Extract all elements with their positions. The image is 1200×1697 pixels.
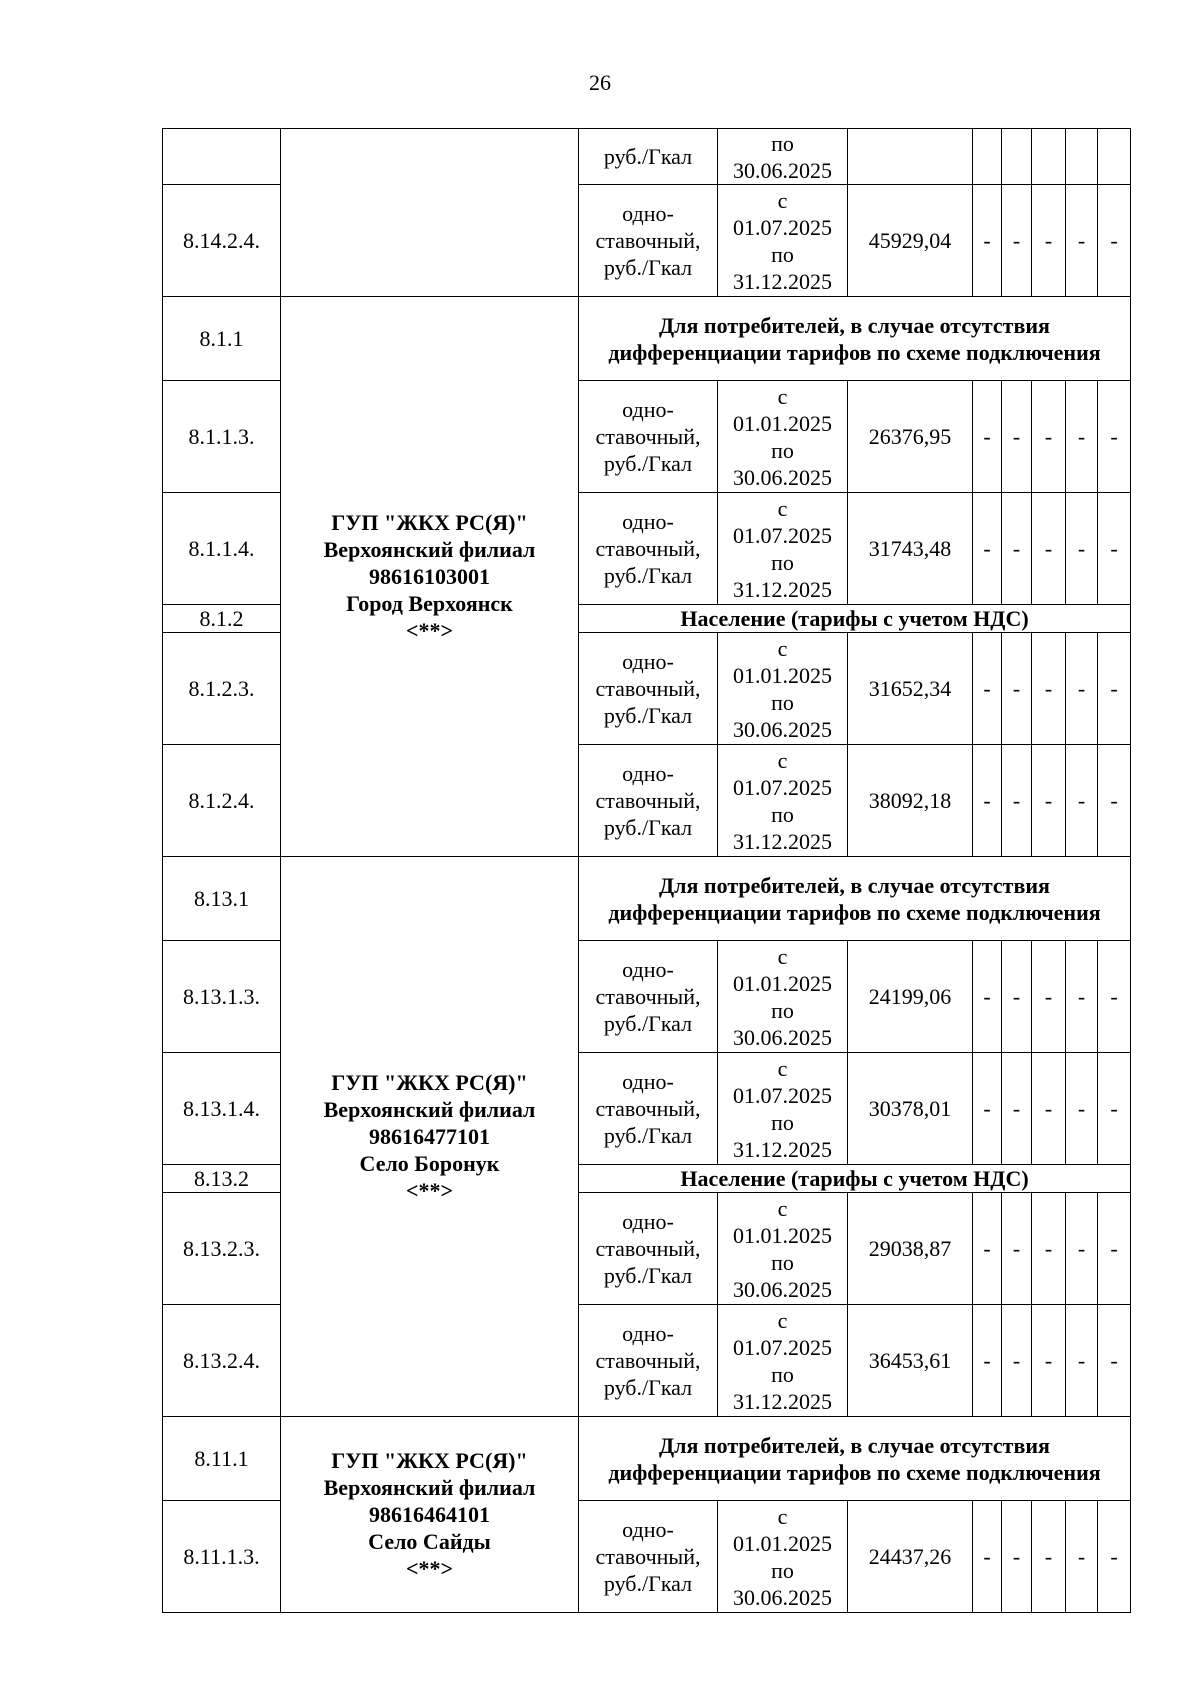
- dash-cell: -: [1098, 1305, 1131, 1417]
- dash-cell: -: [973, 1305, 1002, 1417]
- row-number: [163, 129, 281, 185]
- tariff-value: 36453,61: [848, 1305, 973, 1417]
- dash-cell: -: [1066, 1053, 1098, 1165]
- tariff-type: одно- ставочный, руб./Гкал: [579, 1305, 718, 1417]
- dash-cell: -: [1098, 381, 1131, 493]
- dash-cell: -: [1098, 941, 1131, 1053]
- group-heading: Население (тарифы с учетом НДС): [579, 605, 1131, 633]
- dash-cell: -: [1002, 493, 1032, 605]
- dash-cell: -: [1002, 1193, 1032, 1305]
- tariff-type: руб./Гкал: [579, 129, 718, 185]
- row-number: 8.1.1: [163, 297, 281, 381]
- dash-cell: -: [1098, 745, 1131, 857]
- tariff-type: одно- ставочный, руб./Гкал: [579, 1193, 718, 1305]
- tariff-type: одно- ставочный, руб./Гкал: [579, 1053, 718, 1165]
- tariff-period: с 01.07.2025 по 31.12.2025: [718, 1305, 848, 1417]
- dash-cell: -: [1032, 493, 1066, 605]
- row-number: 8.13.2.3.: [163, 1193, 281, 1305]
- dash-cell: -: [1066, 381, 1098, 493]
- tariff-type: одно- ставочный, руб./Гкал: [579, 381, 718, 493]
- dash-cell: [1032, 129, 1066, 185]
- row-number: 8.14.2.4.: [163, 185, 281, 297]
- dash-cell: -: [1066, 185, 1098, 297]
- tariff-period: с 01.07.2025 по 31.12.2025: [718, 185, 848, 297]
- row-number: 8.1.2.4.: [163, 745, 281, 857]
- organization-cell: ГУП "ЖКХ РС(Я)" Верхоянский филиал 98616477101 Село Боронук <**>: [281, 857, 579, 1417]
- tariff-period: с 01.01.2025 по 30.06.2025: [718, 1501, 848, 1613]
- dash-cell: -: [1032, 381, 1066, 493]
- row-number: 8.1.1.4.: [163, 493, 281, 605]
- dash-cell: -: [1002, 633, 1032, 745]
- tariff-value: 30378,01: [848, 1053, 973, 1165]
- tariff-type: одно- ставочный, руб./Гкал: [579, 493, 718, 605]
- row-number: 8.13.2.4.: [163, 1305, 281, 1417]
- dash-cell: -: [1098, 1501, 1131, 1613]
- tariff-period: с 01.07.2025 по 31.12.2025: [718, 493, 848, 605]
- group-heading: Население (тарифы с учетом НДС): [579, 1165, 1131, 1193]
- group-heading: Для потребителей, в случае отсутствия дифференциации тарифов по схеме подключения: [579, 857, 1131, 941]
- dash-cell: [1066, 129, 1098, 185]
- organization-cell: ГУП "ЖКХ РС(Я)" Верхоянский филиал 98616103001 Город Верхоянск <**>: [281, 297, 579, 857]
- tariff-value: 26376,95: [848, 381, 973, 493]
- dash-cell: [1002, 129, 1032, 185]
- tariff-period: с 01.07.2025 по 31.12.2025: [718, 745, 848, 857]
- dash-cell: -: [973, 745, 1002, 857]
- row-number: 8.13.1.3.: [163, 941, 281, 1053]
- tariff-table: [162, 128, 1131, 1613]
- dash-cell: -: [973, 1053, 1002, 1165]
- dash-cell: -: [1032, 1193, 1066, 1305]
- group-heading: Для потребителей, в случае отсутствия дифференциации тарифов по схеме подключения: [579, 297, 1131, 381]
- tariff-value: 45929,04: [848, 185, 973, 297]
- row-number: 8.13.1.4.: [163, 1053, 281, 1165]
- dash-cell: -: [973, 633, 1002, 745]
- dash-cell: -: [1032, 745, 1066, 857]
- dash-cell: -: [1066, 745, 1098, 857]
- row-number: 8.13.1: [163, 857, 281, 941]
- tariff-type: одно- ставочный, руб./Гкал: [579, 185, 718, 297]
- tariff-value: 24199,06: [848, 941, 973, 1053]
- dash-cell: -: [973, 185, 1002, 297]
- dash-cell: -: [1066, 1305, 1098, 1417]
- tariff-period: с 01.01.2025 по 30.06.2025: [718, 941, 848, 1053]
- dash-cell: -: [1002, 745, 1032, 857]
- group-heading: Для потребителей, в случае отсутствия дифференциации тарифов по схеме подключения: [579, 1417, 1131, 1501]
- group-row: [163, 1417, 1131, 1501]
- row-number: 8.1.2.3.: [163, 633, 281, 745]
- dash-cell: -: [1098, 185, 1131, 297]
- dash-cell: -: [1066, 1193, 1098, 1305]
- dash-cell: -: [973, 1501, 1002, 1613]
- dash-cell: -: [1098, 1053, 1131, 1165]
- dash-cell: -: [1002, 1053, 1032, 1165]
- tariff-period: по 30.06.2025: [718, 129, 848, 185]
- tariff-value: [848, 129, 973, 185]
- dash-cell: [1098, 129, 1131, 185]
- row-number: 8.1.1.3.: [163, 381, 281, 493]
- tariff-type: одно- ставочный, руб./Гкал: [579, 633, 718, 745]
- row-number: 8.13.2: [163, 1165, 281, 1193]
- row-number: 8.11.1.3.: [163, 1501, 281, 1613]
- dash-cell: -: [1002, 1501, 1032, 1613]
- dash-cell: -: [1002, 1305, 1032, 1417]
- dash-cell: -: [1066, 1501, 1098, 1613]
- dash-cell: -: [1032, 633, 1066, 745]
- dash-cell: -: [1032, 941, 1066, 1053]
- dash-cell: -: [1066, 633, 1098, 745]
- tariff-type: одно- ставочный, руб./Гкал: [579, 1501, 718, 1613]
- dash-cell: -: [1032, 1053, 1066, 1165]
- group-row: [163, 857, 1131, 941]
- tariff-value: 31743,48: [848, 493, 973, 605]
- dash-cell: -: [1002, 185, 1032, 297]
- tariff-value: 38092,18: [848, 745, 973, 857]
- row-number: 8.1.2: [163, 605, 281, 633]
- table-body: [163, 129, 1131, 1613]
- dash-cell: -: [1002, 381, 1032, 493]
- tariff-period: с 01.07.2025 по 31.12.2025: [718, 1053, 848, 1165]
- dash-cell: -: [1066, 493, 1098, 605]
- dash-cell: -: [1098, 493, 1131, 605]
- dash-cell: [973, 129, 1002, 185]
- tariff-period: с 01.01.2025 по 30.06.2025: [718, 381, 848, 493]
- dash-cell: -: [973, 381, 1002, 493]
- organization-cell: ГУП "ЖКХ РС(Я)" Верхоянский филиал 98616464101 Село Сайды <**>: [281, 1417, 579, 1613]
- tariff-period: с 01.01.2025 по 30.06.2025: [718, 633, 848, 745]
- dash-cell: -: [1032, 185, 1066, 297]
- tariff-type: одно- ставочный, руб./Гкал: [579, 745, 718, 857]
- dash-cell: -: [973, 1193, 1002, 1305]
- tariff-type: одно- ставочный, руб./Гкал: [579, 941, 718, 1053]
- organization-cell: [281, 129, 579, 297]
- group-row: [163, 297, 1131, 381]
- row-number: 8.11.1: [163, 1417, 281, 1501]
- tariff-value: 31652,34: [848, 633, 973, 745]
- dash-cell: -: [973, 941, 1002, 1053]
- tariff-value: 29038,87: [848, 1193, 973, 1305]
- dash-cell: -: [1032, 1501, 1066, 1613]
- table-row: [163, 129, 1131, 185]
- dash-cell: -: [1098, 1193, 1131, 1305]
- dash-cell: -: [1066, 941, 1098, 1053]
- dash-cell: -: [1002, 941, 1032, 1053]
- tariff-value: 24437,26: [848, 1501, 973, 1613]
- page-number: 26: [589, 70, 611, 95]
- dash-cell: -: [1098, 633, 1131, 745]
- tariff-period: с 01.01.2025 по 30.06.2025: [718, 1193, 848, 1305]
- dash-cell: -: [1032, 1305, 1066, 1417]
- dash-cell: -: [973, 493, 1002, 605]
